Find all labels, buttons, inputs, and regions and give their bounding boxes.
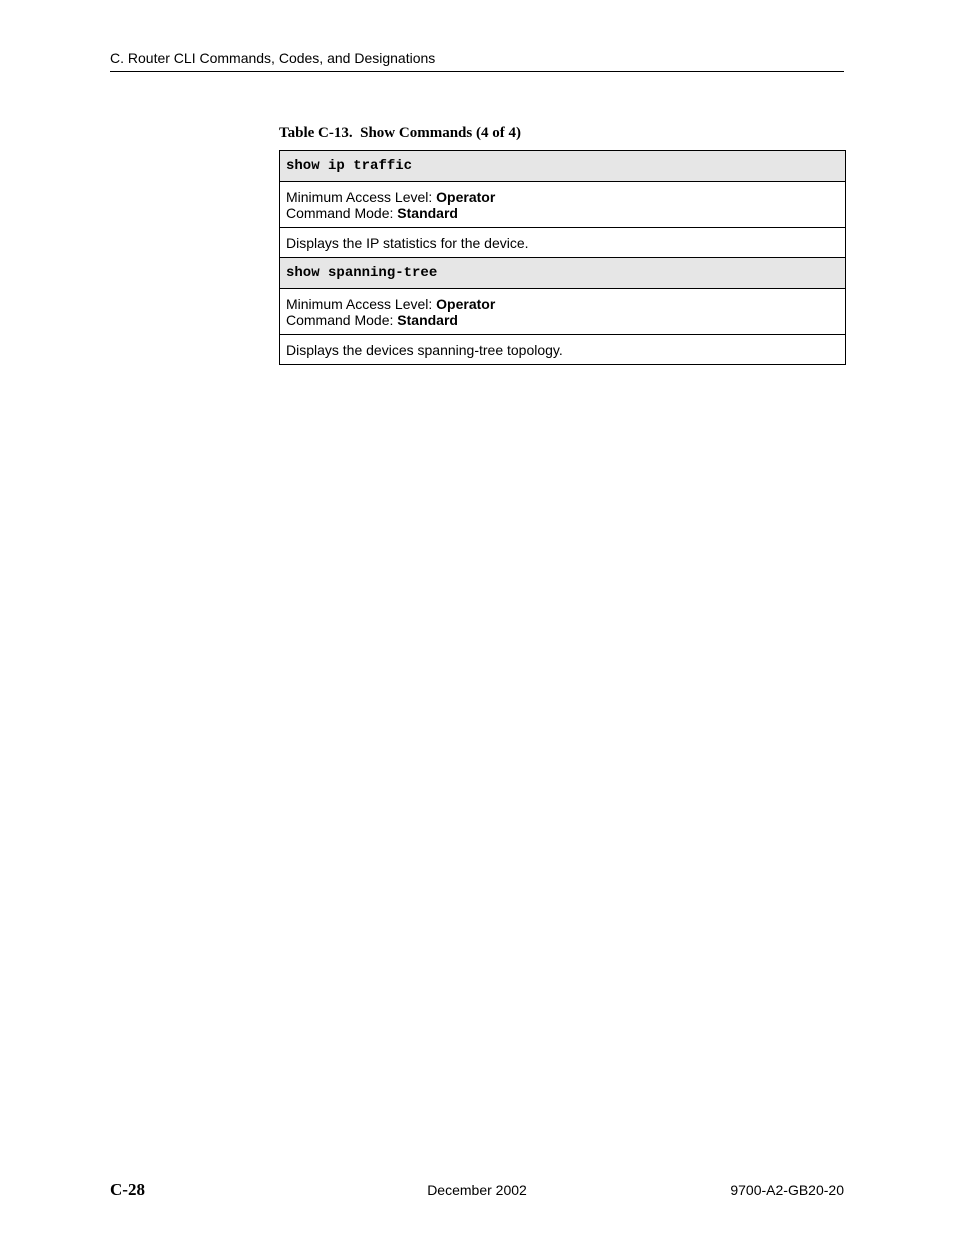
access-cell: [280, 289, 846, 335]
table-caption: Table C-13. Show Commands (4 of 4): [279, 125, 521, 141]
access-row: [280, 182, 846, 228]
command-cell: [280, 258, 846, 289]
command-keyword: spanning-tree: [328, 265, 438, 281]
running-header: C. Router CLI Commands, Codes, and Designations: [110, 50, 436, 66]
command-keyword: show: [286, 265, 320, 281]
document-number: 9700-A2-GB20-20: [730, 1182, 844, 1198]
command-cell: [280, 151, 846, 182]
command-mode-value: Standard: [397, 311, 458, 328]
header-rule: [110, 71, 844, 72]
command-row-show-spanning-tree: [280, 258, 846, 289]
page-number: C-28: [110, 1180, 145, 1199]
command-keyword: show: [286, 158, 320, 174]
description-row: [280, 335, 846, 365]
footer-date: December 2002: [427, 1182, 527, 1198]
command-keyword: ip: [328, 158, 345, 174]
access-cell: [280, 182, 846, 228]
access-row: [280, 289, 846, 335]
description-row: [280, 228, 846, 258]
access-level-value: Operator: [436, 188, 496, 205]
command-mode-label: Command Mode:: [286, 311, 398, 328]
access-level-value: Operator: [436, 295, 496, 312]
description-cell: Displays the IP statistics for the device.: [280, 228, 846, 258]
command-mode-value: Standard: [397, 204, 458, 221]
access-level-label: Minimum Access Level:: [286, 295, 437, 312]
description-cell: Displays the devices spanning-tree topology.: [280, 335, 846, 365]
command-keyword: traffic: [353, 158, 413, 174]
access-level-label: Minimum Access Level:: [286, 188, 437, 205]
show-commands-table: [279, 150, 846, 365]
command-row-show-ip-traffic: [280, 151, 846, 182]
command-mode-label: Command Mode:: [286, 204, 398, 221]
